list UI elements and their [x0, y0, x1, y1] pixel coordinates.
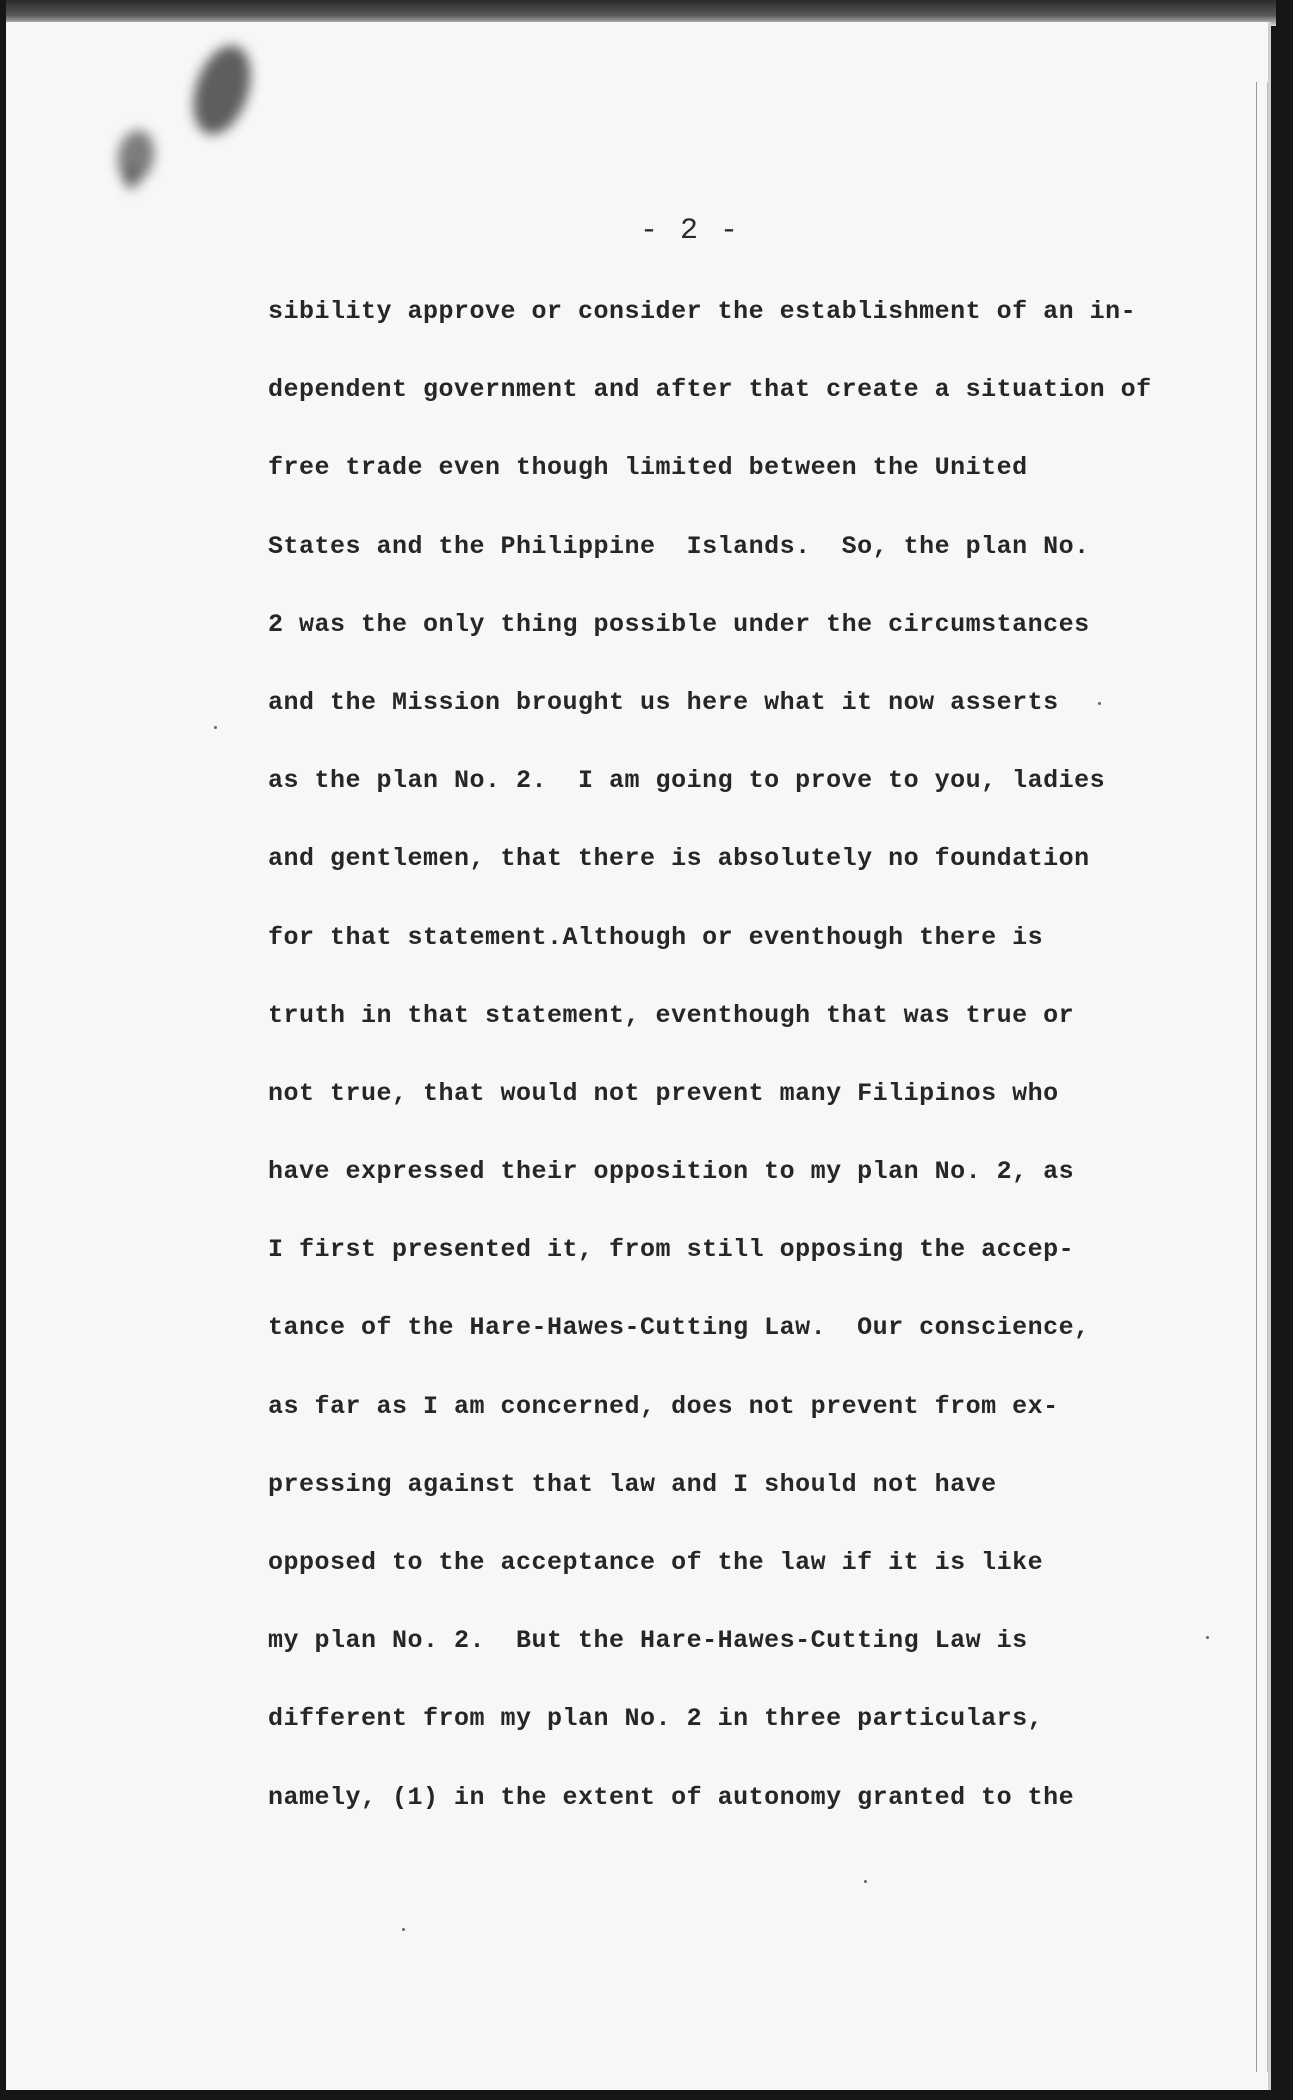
text-line: pressing against that law and I should not have [268, 1469, 997, 1499]
ink-smudge [124, 168, 138, 190]
text-line: for that statement.Although or eventhough there is [268, 922, 1044, 952]
text-line: not true, that would not prevent many Filipinos who [268, 1078, 1059, 1108]
text-line: as the plan No. 2. I am going to prove to you, ladies [268, 766, 1106, 796]
text-line: and gentlemen, that there is absolutely no foundation [268, 844, 1090, 874]
text-line: dependent government and after that create a situation of [268, 375, 1152, 405]
text-line: I first presented it, from still opposing the accep- [268, 1235, 1075, 1265]
paper-speck [402, 1928, 405, 1931]
paper-speck [1206, 1636, 1209, 1639]
text-line: tance of the Hare-Hawes-Cutting Law. Our conscience, [268, 1313, 1090, 1343]
paper-speck [214, 726, 217, 729]
page-number: - 2 - [640, 214, 741, 248]
text-line: namely, (1) in the extent of autonomy granted to the [268, 1782, 1075, 1812]
text-line: sibility approve or consider the establishment of an in- [268, 297, 1137, 326]
page-edge-stack [1256, 82, 1268, 2072]
paper-speck [864, 1880, 867, 1883]
text-line: and the Mission brought us here what it now asserts [268, 687, 1059, 717]
text-line: my plan No. 2. But the Hare-Hawes-Cutting Law is [268, 1626, 1028, 1656]
text-line: free trade even though limited between the United [268, 453, 1028, 483]
text-line: 2 was the only thing possible under the circumstances [268, 609, 1090, 639]
text-line: different from my plan No. 2 in three particulars, [268, 1704, 1044, 1734]
text-line: opposed to the acceptance of the law if it is like [268, 1548, 1044, 1577]
typed-body-text [268, 290, 1168, 1854]
paper-speck [1098, 702, 1101, 705]
text-line: truth in that statement, eventhough that was true or [268, 1000, 1075, 1030]
text-line: States and the Philippine Islands. So, the plan No. [268, 531, 1090, 561]
text-line: have expressed their opposition to my plan No. 2, as [268, 1157, 1075, 1187]
text-line: as far as I am concerned, does not prevent from ex- [268, 1391, 1059, 1421]
